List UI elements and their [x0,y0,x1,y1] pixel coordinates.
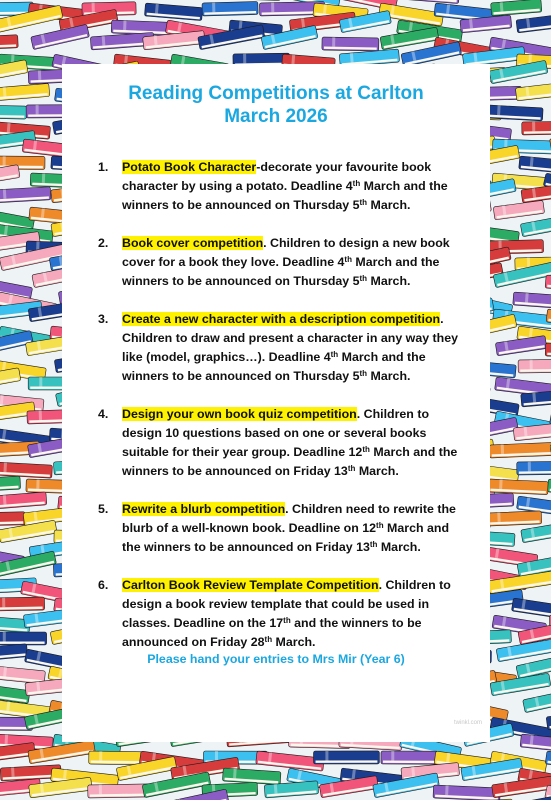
item-text-line [122,597,429,611]
item-text-line [122,274,410,288]
item-text-line [263,236,450,250]
item-text-line [122,255,439,269]
competition-item [98,310,490,386]
competition-name: Design your own book quiz competition [122,407,357,421]
title-line-1: Reading Competitions at Carlton [128,83,424,104]
item-text-line [440,312,443,326]
text-segment: design a book review template that could be used in [122,597,430,611]
ordinal-suffix: th [344,255,352,264]
item-text-line [122,445,457,459]
text-segment: March and the [360,179,448,193]
text-segment: . Children to design a new book [263,236,450,250]
text-segment: March. [367,274,411,288]
book-shape [487,105,543,121]
text-segment: March and the [351,255,440,269]
text-segment: March. [367,369,411,383]
item-text-line [122,426,426,440]
book-shape [322,37,379,51]
item-number: 4. [98,407,109,421]
competition-item [98,158,490,215]
book-shape [0,35,18,50]
book-shape [88,784,150,798]
text-segment: March and [383,521,450,535]
book-shape [518,359,551,373]
text-segment: March. [355,464,399,478]
item-text-line [122,350,426,364]
item-text-line [285,502,456,516]
competition-name: Book cover competition [122,236,264,250]
text-segment: blurb of a well-known book. Deadline on 12 [122,521,377,535]
item-text-line [122,616,422,630]
book-shape [489,442,551,458]
item-text-line [122,464,399,478]
text-segment: character by using a potato. Deadline 4 [122,179,353,193]
poster-page [62,64,490,742]
text-segment: winners to be announced on Thursday 5 [122,274,360,288]
ordinal-suffix: th [330,350,339,359]
ordinal-suffix: th [369,540,378,549]
ordinal-suffix: th [359,369,368,378]
text-segment: winners to be announced on Thursday 5 [122,369,360,383]
ordinal-suffix: th [347,464,356,473]
text-segment: and the winners to be [290,616,422,630]
text-segment: suitable for their year group. Deadline 12 [122,445,363,459]
book-shape [0,105,27,119]
ordinal-suffix: th [376,521,384,530]
book-shape [522,121,551,135]
ordinal-suffix: th [264,635,273,644]
item-number: 2. [98,236,109,250]
page-title [62,82,490,128]
text-segment: -decorate your favourite book [256,160,432,174]
text-segment: . Children to [378,578,451,592]
book-shape [0,632,47,645]
item-text-line [357,407,429,421]
item-text-line [122,179,448,193]
text-segment: announced on Friday 28 [122,635,265,649]
text-segment: classes. Deadline on the 17 [122,616,284,630]
item-number: 3. [98,312,109,326]
item-text-line [122,369,410,383]
item-number: 6. [98,578,109,592]
item-text-line [122,635,315,649]
hand-in-instructions: Please hand your entries to Mrs Mir (Year 6) [147,652,405,666]
ordinal-suffix: th [352,179,361,188]
competition-name: Rewrite a blurb competition [122,502,286,516]
competition-list [98,158,490,652]
title-line-2: March 2026 [224,106,328,127]
item-text-line [122,521,449,535]
competition-item [98,234,490,291]
item-number: 5. [98,502,109,516]
competition-item [98,500,490,557]
text-segment: March and the [369,445,458,459]
text-segment: Children to draw and present a character in any way they [122,331,459,345]
book-shape [0,597,45,611]
item-text-line [256,160,431,174]
text-segment: March. [367,198,411,212]
item-text-line [122,198,410,212]
item-number: 1. [98,160,109,174]
book-shape [0,512,25,526]
text-segment: winners to be announced on Friday 13 [122,464,348,478]
ordinal-suffix: th [362,445,370,454]
text-segment: the winners to be announced on Friday 13 [122,540,370,554]
ordinal-suffix: th [359,198,368,207]
book-shape [381,751,438,764]
competition-name: Carlton Book Review Template Competition [122,578,379,592]
book-shape [488,479,548,495]
competition-item [98,405,490,481]
text-segment: March and the [338,350,426,364]
book-shape [488,511,542,526]
text-segment: like (model, graphics…). Deadline 4 [122,350,331,364]
book-shape [89,751,147,765]
text-segment: . [440,312,444,326]
text-segment: . Children need to rewrite the [285,502,456,516]
competition-name: Create a new character with a description competition [122,312,441,326]
text-segment: winners to be announced on Thursday 5 [122,198,360,212]
competition-name: Potato Book Character [122,160,257,174]
text-segment: March. [377,540,421,554]
book-shape [517,461,551,475]
text-segment: cover for a book they love. Deadline 4 [122,255,345,269]
book-shape [314,751,380,764]
item-text-line [122,540,421,554]
ordinal-suffix: th [359,274,368,283]
watermark: twinkl.com [453,720,482,726]
item-text-line [122,331,458,345]
text-segment: design 10 questions based on one or several books [122,426,427,440]
text-segment: March. [272,635,316,649]
ordinal-suffix: th [283,616,291,625]
competition-item [98,576,490,652]
item-text-line [379,578,451,592]
text-segment: . Children to [356,407,430,421]
book-shape [202,1,258,16]
